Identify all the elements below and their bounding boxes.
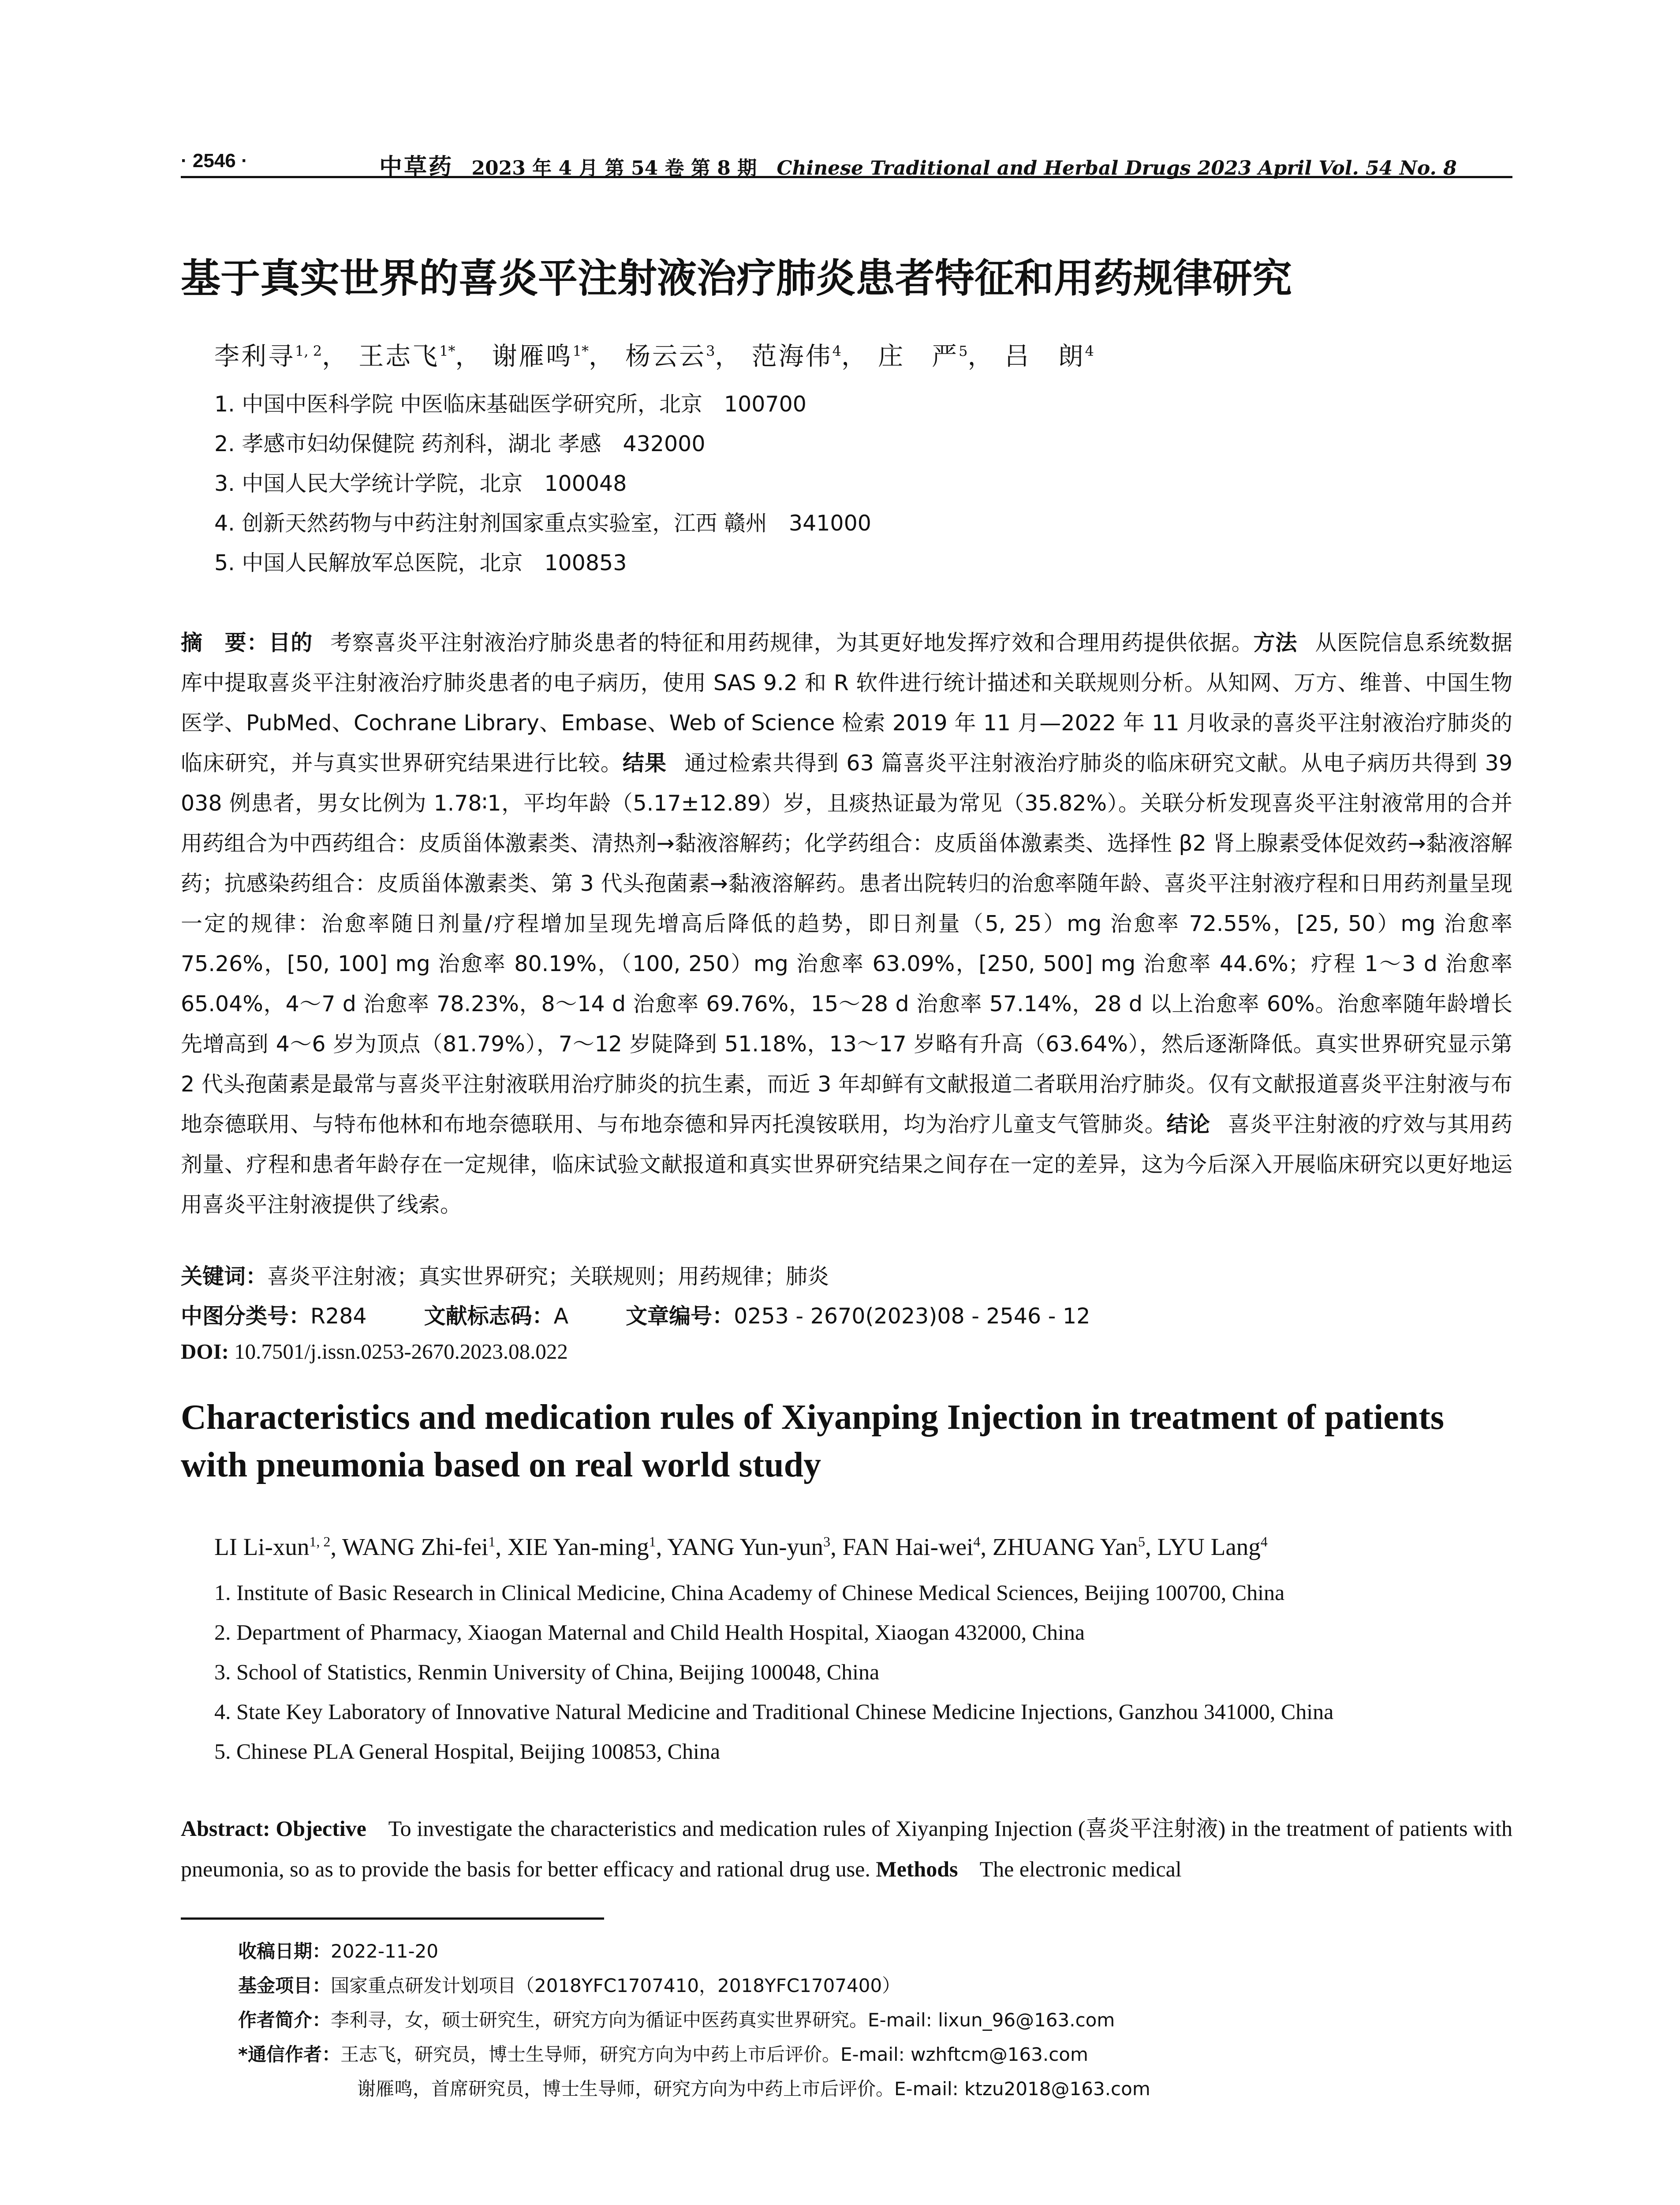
author-affiliation-mark: 4 — [1085, 343, 1094, 359]
footnote-fund — [238, 1971, 900, 1998]
footnote-rule — [181, 1917, 604, 1920]
title-cn: 基于真实世界的喜炎平注射液治疗肺炎患者特征和用药规律研究 — [181, 255, 1292, 302]
author-affiliation-mark: 4 — [973, 1533, 981, 1550]
results-label: 结果 — [622, 751, 667, 776]
corresponding-text: 王志飞，研究员，博士生导师，研究方向为中药上市后评价。E-mail: wzhftcm@163.com — [340, 2044, 1088, 2065]
footnote-corresponding — [238, 2040, 1088, 2067]
objective-text: 考察喜炎平注射液治疗肺炎患者的特征和用药规律，为其更好地发挥疗效和合理用药提供依据。 — [330, 630, 1254, 655]
affiliation-en: 5. Chinese PLA General Hospital, Beijing 100853, China — [214, 1739, 721, 1764]
page-number: · 2546 · — [181, 150, 248, 172]
doc-code: A — [553, 1304, 569, 1329]
abstract-cn — [181, 623, 1512, 1225]
journal-name-cn: 中草药 — [379, 153, 454, 180]
conclusion-text: 喜炎平注射液的疗效与其用药剂量、疗程和患者年龄存在一定规律，临床试验文献报道和真实世界研究结果之间存在一定的差异，这为今后深入开展临床研究以更好地运用喜炎平注射液提供了线索。 — [181, 1112, 1512, 1217]
corresponding-label: *通信作者： — [238, 2044, 340, 2065]
title-en: Characteristics and medication rules of Xiyanping Injection in treatment of patients with pneumonia based on real world study — [181, 1398, 1444, 1484]
keywords-line — [181, 1259, 829, 1290]
author-name: LI Li-xun — [214, 1533, 310, 1560]
author-name: FAN Hai-wei — [842, 1533, 974, 1560]
authors-cn: 李利寻$^{1, 2}$， 王志飞$^{1*}$， 谢雁鸣$^{1*}$， 杨云云$^3$， 范海伟$^4$， 庄 严$^5$， 吕 朗$^4$ — [214, 342, 1094, 371]
issue-cn: 2023 年 4 月 第 54 卷 第 8 期 — [471, 157, 757, 179]
bio-text: 李利寻，女，硕士研究生，研究方向为循证中医药真实世界研究。E-mail: lixun_96@163.com — [331, 2009, 1115, 2031]
author-name: 庄 严 — [878, 342, 959, 371]
author-affiliation-mark: 3 — [706, 343, 715, 359]
received-date: 2022-11-20 — [331, 1940, 439, 1962]
affiliation-cn: 4. 创新天然药物与中药注射剂国家重点实验室，江西 赣州 341000 — [214, 511, 871, 536]
author-name: LYU Lang — [1157, 1533, 1261, 1560]
doi-line — [181, 1339, 568, 1364]
author-affiliation-mark: 1, 2 — [309, 1533, 331, 1550]
fund-label: 基金项目： — [238, 1975, 331, 1996]
methods-label: Methods — [876, 1857, 958, 1881]
author-affiliation-mark: 4 — [1260, 1533, 1268, 1550]
author-name: 谢雁鸣 — [492, 342, 573, 371]
author-affiliation-mark: 5 — [959, 343, 968, 359]
header-rule — [181, 176, 1512, 178]
author-name: XIE Yan-ming — [507, 1533, 649, 1560]
doc-code-label: 文献标志码： — [424, 1304, 554, 1329]
article-number: 0253 - 2670(2023)08 - 2546 - 12 — [734, 1304, 1090, 1329]
received-label: 收稿日期： — [238, 1940, 331, 1962]
clc-label: 中图分类号： — [181, 1304, 311, 1329]
corresponding-text: 谢雁鸣，首席研究员，博士生导师，研究方向为中药上市后评价。E-mail: ktzu2018@163.com — [357, 2078, 1150, 2100]
footnote-corresponding-2 — [357, 2074, 1150, 2101]
footnote-received — [238, 1937, 438, 1963]
abstract-label: Abstract: — [181, 1816, 270, 1841]
bio-label: 作者简介： — [238, 2009, 331, 2031]
author-name: 王志飞 — [358, 342, 440, 371]
author-affiliation-mark: 1* — [572, 343, 589, 359]
author-name: 杨云云 — [625, 342, 706, 371]
author-affiliation-mark: 5 — [1138, 1533, 1145, 1550]
methods-text: The electronic medical — [979, 1857, 1182, 1881]
article-number-label: 文章编号： — [626, 1304, 734, 1329]
keywords-label: 关键词： — [181, 1264, 268, 1289]
affiliation-en: 1. Institute of Basic Research in Clinical Medicine, China Academy of Chinese Medical Sciences, Beijing 100700, China — [214, 1580, 1285, 1605]
author-name: 李利寻 — [214, 342, 295, 371]
classification-line — [181, 1299, 1090, 1330]
affiliation-cn: 3. 中国人民大学统计学院，北京 100048 — [214, 471, 627, 496]
issue-en: Chinese Traditional and Herbal Drugs 2023 April Vol. 54 No. 8 — [777, 157, 1457, 179]
authors-en: LI Li-xun$^{1, 2}$, WANG Zhi-fei$^1$, XIE Yan-ming$^1$, YANG Yun-yun$^3$, FAN Hai-wei$^4$, ZHUANG Yan$^5$, LYU Lang$^4$ — [214, 1533, 1268, 1560]
author-name: 范海伟 — [751, 342, 833, 371]
affiliation-cn: 1. 中国中医科学院 中医临床基础医学研究所，北京 100700 — [214, 392, 806, 417]
objective-label: 目的 — [269, 630, 313, 655]
author-affiliation-mark: 1 — [488, 1533, 496, 1550]
author-name: ZHUANG Yan — [992, 1533, 1138, 1560]
affiliation-en: 3. School of Statistics, Renmin University of China, Beijing 100048, China — [214, 1659, 880, 1684]
author-affiliation-mark: 1, 2 — [295, 343, 322, 359]
methods-label: 方法 — [1253, 630, 1298, 655]
keywords: 喜炎平注射液；真实世界研究；关联规则；用药规律；肺炎 — [267, 1264, 829, 1289]
affiliation-cn: 2. 孝感市妇幼保健院 药剂科，湖北 孝感 432000 — [214, 431, 706, 456]
author-name: WANG Zhi-fei — [342, 1533, 489, 1560]
doi-label: DOI: — [181, 1339, 229, 1364]
affiliation-en: 2. Department of Pharmacy, Xiaogan Maternal and Child Health Hospital, Xiaogan 432000, China — [214, 1620, 1085, 1644]
affiliation-en: 4. State Key Laboratory of Innovative Natural Medicine and Traditional Chinese Medicine Injections, Ganzhou 341000, China — [214, 1699, 1334, 1724]
results-text: 通过检索共得到 63 篇喜炎平注射液治疗肺炎的临床研究文献。从电子病历共得到 39 038 例患者，男女比例为 1.78∶1，平均年龄（5.17±12.89）岁，且痰热证最为常见（35.82%）。关联分析发现喜炎平注射液常用的合并用药组合为中西药组合：皮质甾体激素类、清热剂→黏液溶解药；化学药组合：皮质甾体激素类、选择性 β2 肾上腺素受体促效药→黏液溶解药；抗感染药组合：皮质甾体激素类、第 3 代头孢菌素→黏液溶解药。患者出院转归的治愈率随年龄、喜炎平注射液疗程和日用药剂量呈现一定的规律：治愈率随日剂量/疗程增加呈现先增高后降低的趋势，即日剂量（5, 25）mg 治愈率 72.55%，[25, 50）mg 治愈率 75.26%，[50, 100] mg 治愈率 80.19%，（100, 250）mg 治愈率 63.09%，[250, 500] mg 治愈率 44.6%；疗程 1～3 d 治愈率 65.04%，4～7 d 治愈率 78.23%，8～14 d 治愈率 69.76%，15～28 d 治愈率 57.14%，28 d 以上治愈率 60%。治愈率随年龄增长先增高到 4～6 岁为顶点（81.79%），7～12 岁陡降到 51.18%，13～17 岁略有升高（63.64%），然后逐渐降低。真实世界研究显示第 2 代头孢菌素是最常与喜炎平注射液联用治疗肺炎的抗生素，而近 3 年却鲜有文献报道二者联用治疗肺炎。仅有文献报道喜炎平注射液与布地奈德联用、与特布他林和布地奈德联用、与布地奈德和异丙托溴铵联用，均为治疗儿童支气管肺炎。 — [181, 751, 1513, 1137]
author-affiliation-mark: 4 — [832, 343, 841, 359]
abstract-en — [181, 1808, 1512, 1889]
author-affiliation-mark: 3 — [823, 1533, 831, 1550]
author-name: YANG Yun-yun — [667, 1533, 824, 1560]
running-header — [181, 140, 1512, 178]
affiliation-cn: 5. 中国人民解放军总医院，北京 100853 — [214, 550, 627, 576]
conclusion-label: 结论 — [1166, 1112, 1210, 1137]
methods-text: 从医院信息系统数据库中提取喜炎平注射液治疗肺炎患者的电子病历，使用 SAS 9.2 和 R 软件进行统计描述和关联规则分析。从知网、万方、维普、中国生物医学、PubMed、Cochrane Library、Embase、Web of Science 检索 2019 年 11 月—2022 年 11 月收录的喜炎平注射液治疗肺炎的临床研究，并与真实世界研究结果进行比较。 — [181, 630, 1512, 776]
author-affiliation-mark: 1 — [649, 1533, 656, 1550]
author-affiliation-mark: 1* — [439, 343, 455, 359]
fund-text: 国家重点研发计划项目（2018YFC1707410，2018YFC1707400） — [331, 1975, 901, 1996]
doi-value: 10.7501/j.issn.0253-2670.2023.08.022 — [234, 1339, 568, 1364]
abstract-label: 摘 要： — [181, 630, 269, 655]
clc-code: R284 — [310, 1304, 367, 1329]
footnote-author-bio — [238, 2006, 1115, 2032]
objective-label: Objective — [276, 1816, 366, 1841]
author-name: 吕 朗 — [1004, 342, 1085, 371]
objective-text: To investigate the characteristics and medication rules of Xiyanping Injection (喜炎平注射液) in the treatment of patients with pneumonia, so as to provide the basis for better efficacy and rational drug use. — [181, 1816, 1513, 1881]
